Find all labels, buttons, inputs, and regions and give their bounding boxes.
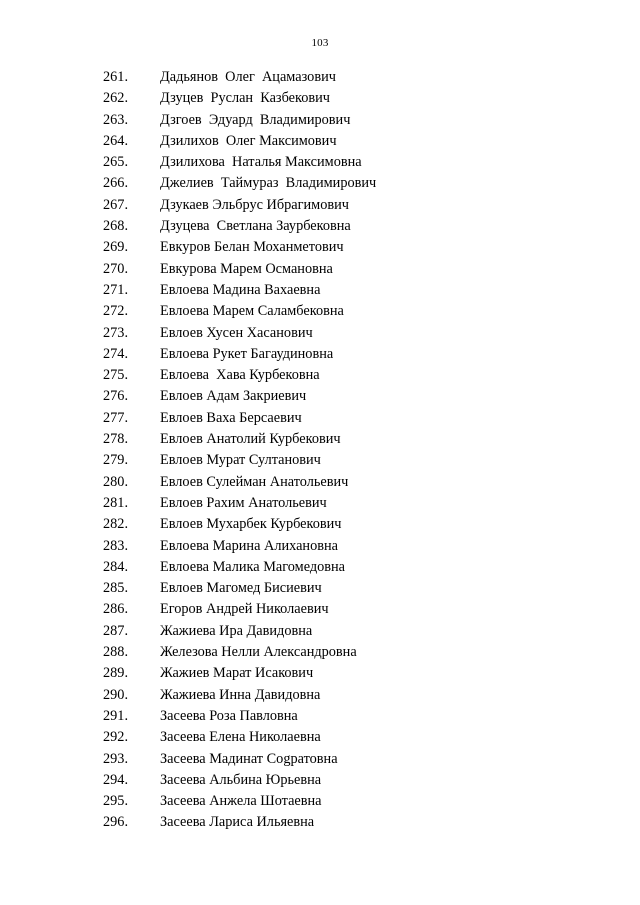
list-item	[0, 621, 640, 642]
list-item-name: Евлоева Малика Магомедовна	[160, 558, 346, 575]
list-item-number: 288.	[103, 644, 129, 661]
list-item-number: 268.	[103, 218, 129, 235]
list-item-name: Евлоева Хава Курбековна	[160, 367, 320, 384]
list-item-name: Засеева Лариса Ильяевна	[160, 814, 315, 831]
list-item-number: 264.	[103, 132, 129, 149]
list-item	[0, 216, 640, 237]
list-item	[0, 259, 640, 280]
list-item	[0, 323, 640, 344]
list-item	[0, 280, 640, 301]
list-item-name: Засеева Мадинат Сogратовна	[160, 750, 338, 767]
list-item-number: 285.	[103, 580, 129, 597]
list-item-name: Засеева Анжела Шотаевна	[160, 793, 322, 810]
list-item	[0, 642, 640, 663]
list-item	[0, 386, 640, 407]
page-number: 103	[311, 37, 329, 49]
list-item-name: Евлоева Марем Саламбековна	[160, 303, 344, 320]
list-item-name: Жажиев Марат Исакович	[160, 665, 314, 682]
list-item	[0, 429, 640, 450]
list-item-name: Дзуцев Руслан Казбекович	[160, 90, 330, 107]
list-item-number: 291.	[103, 707, 129, 724]
list-item-name: Дзилихова Наталья Максимовна	[160, 154, 362, 171]
list-item	[0, 791, 640, 812]
list-item	[0, 770, 640, 791]
list-item-number: 276.	[103, 388, 129, 405]
list-item	[0, 472, 640, 493]
list-item-name: Жажиева Инна Давидовна	[160, 686, 321, 703]
list-item	[0, 578, 640, 599]
list-item-number: 290.	[103, 686, 129, 703]
list-item-number: 280.	[103, 473, 129, 490]
list-item-name: Евлоева Марина Алихановна	[160, 537, 338, 554]
list-item-name: Засеева Альбина Юрьевна	[160, 771, 322, 788]
list-item-name: Жажиева Ира Давидовна	[160, 622, 313, 639]
list-item-number: 270.	[103, 260, 129, 277]
list-item-name: Засеева Роза Павловна	[160, 707, 298, 724]
list-item-number: 272.	[103, 303, 129, 320]
list-item-name: Евлоев Адам Закриевич	[160, 388, 307, 405]
list-item	[0, 344, 640, 365]
list-item-name: Евлоев Мурат Султанович	[160, 452, 321, 469]
name-list	[0, 67, 640, 834]
list-item-name: Евлоев Сулейман Анатольевич	[160, 473, 349, 490]
list-item-name: Евлоев Анатолий Курбекович	[160, 431, 341, 448]
list-item	[0, 599, 640, 620]
list-item-name: Железова Нелли Александровна	[160, 644, 357, 661]
list-item-number: 292.	[103, 729, 129, 746]
list-item	[0, 493, 640, 514]
list-item-number: 274.	[103, 345, 129, 362]
list-item-name: Евлоева Мадина Вахаевна	[160, 281, 321, 298]
list-item-name: Дзгоев Эдуард Владимирович	[160, 111, 351, 128]
list-item-name: Дзуцева Светлана Заурбековна	[160, 218, 351, 235]
list-item-number: 271.	[103, 281, 129, 298]
list-item	[0, 67, 640, 88]
list-item-number: 279.	[103, 452, 129, 469]
list-item-number: 296.	[103, 814, 129, 831]
list-item	[0, 812, 640, 833]
list-item	[0, 663, 640, 684]
list-item-name: Евкуров Белан Моханметович	[160, 239, 344, 256]
list-item-number: 294.	[103, 771, 129, 788]
list-item	[0, 237, 640, 258]
list-item-name: Евлоев Хусен Хасанович	[160, 324, 313, 341]
list-item-number: 262.	[103, 90, 129, 107]
list-item-number: 278.	[103, 431, 129, 448]
list-item-number: 286.	[103, 601, 129, 618]
list-item	[0, 173, 640, 194]
list-item-number: 287.	[103, 622, 129, 639]
list-item	[0, 131, 640, 152]
list-item-name: Евлоев Ваха Берсаевич	[160, 409, 302, 426]
list-item-number: 283.	[103, 537, 129, 554]
list-item	[0, 365, 640, 386]
list-item-number: 282.	[103, 516, 129, 533]
list-item-name: Егоров Андрей Николаевич	[160, 601, 329, 618]
list-item	[0, 88, 640, 109]
list-item	[0, 749, 640, 770]
list-item	[0, 408, 640, 429]
list-item	[0, 557, 640, 578]
list-item-number: 289.	[103, 665, 129, 682]
list-item-number: 269.	[103, 239, 129, 256]
list-item	[0, 301, 640, 322]
list-item-name: Евкурова Марем Османовна	[160, 260, 333, 277]
list-item-name: Евлоев Мухарбек Курбекович	[160, 516, 342, 533]
list-item-number: 281.	[103, 494, 129, 511]
list-item	[0, 110, 640, 131]
list-item-number: 293.	[103, 750, 129, 767]
list-item	[0, 195, 640, 216]
list-item	[0, 450, 640, 471]
list-item-name: Засеева Елена Николаевна	[160, 729, 321, 746]
list-item-name: Дадьянов Олег Ацамазович	[160, 69, 336, 85]
list-item-number: 266.	[103, 175, 129, 192]
list-item	[0, 685, 640, 706]
list-item-number: 277.	[103, 409, 129, 426]
list-item-name: Евлоев Магомед Бисиевич	[160, 580, 322, 597]
list-item	[0, 514, 640, 535]
list-item	[0, 706, 640, 727]
list-item-number: 267.	[103, 196, 129, 213]
list-item-number: 273.	[103, 324, 129, 341]
list-item-number: 275.	[103, 367, 129, 384]
list-item-name: Дзукаев Эльбрус Ибрагимович	[160, 196, 349, 213]
list-item-number: 263.	[103, 111, 129, 128]
list-item-name: Джелиев Таймураз Владимирович	[160, 175, 377, 192]
list-item-name: Евлоева Рукет Багаудиновна	[160, 345, 334, 362]
list-item-name: Дзилихов Олег Максимович	[160, 132, 337, 149]
list-item	[0, 536, 640, 557]
list-item-name: Евлоев Рахим Анатольевич	[160, 494, 327, 511]
list-item-number: 284.	[103, 558, 129, 575]
list-item-number: 295.	[103, 793, 129, 810]
list-item-number: 261.	[103, 69, 129, 85]
list-item	[0, 152, 640, 173]
list-item	[0, 727, 640, 748]
list-item-number: 265.	[103, 154, 129, 171]
